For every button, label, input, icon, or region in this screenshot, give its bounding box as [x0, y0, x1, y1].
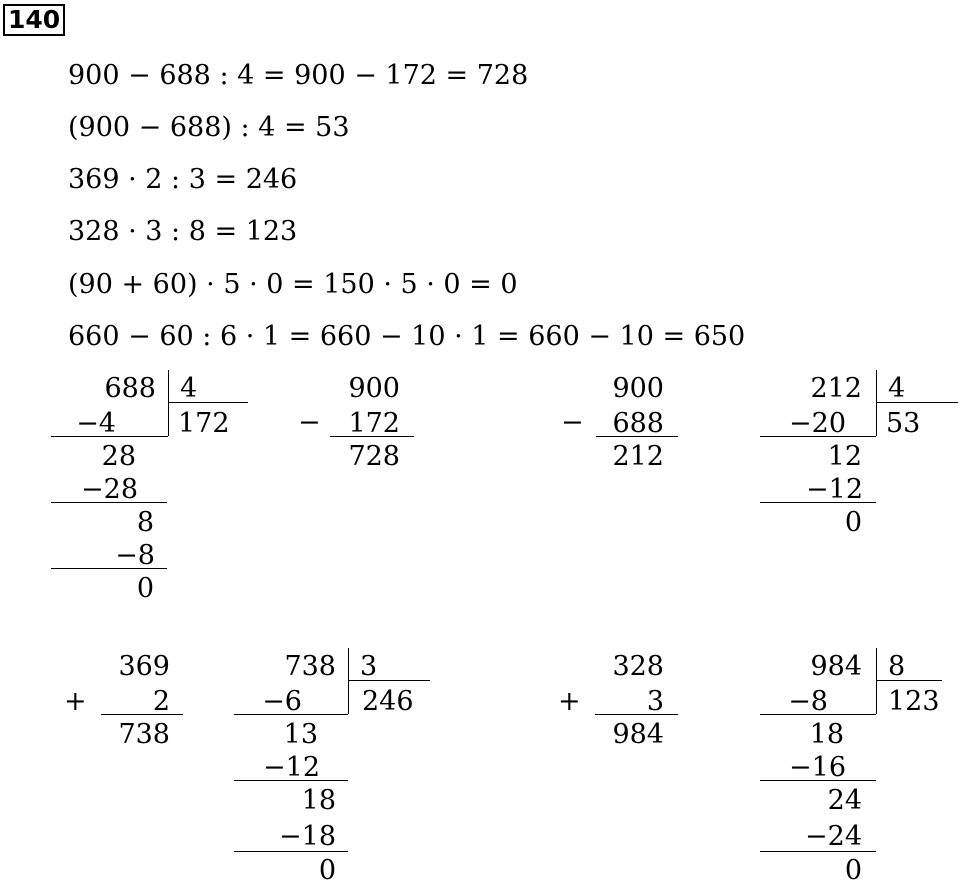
- step-subtract: −12: [806, 474, 863, 505]
- result-line: [595, 714, 678, 715]
- step-remainder: 28: [101, 441, 136, 472]
- result-line: [101, 714, 183, 715]
- step-subtract: −12: [263, 752, 320, 783]
- division-bar-vertical: [876, 370, 877, 436]
- dividend: 984: [810, 651, 862, 682]
- step-remainder: 8: [136, 507, 154, 538]
- divisor: 8: [888, 651, 906, 682]
- step-remainder: 18: [301, 785, 336, 816]
- equation-line: 900 − 688 : 4 = 900 − 172 = 728: [68, 60, 529, 91]
- dividend: 738: [284, 651, 336, 682]
- divisor: 4: [888, 373, 906, 404]
- equation-line: (900 − 688) : 4 = 53: [68, 112, 350, 143]
- dividend: 688: [104, 373, 156, 404]
- minus-sign: −: [561, 407, 584, 438]
- step-subtract: −8: [115, 540, 155, 571]
- addend: 2: [152, 686, 170, 717]
- quotient: 53: [886, 408, 921, 439]
- step-subtract: −8: [788, 686, 828, 717]
- step-line: [234, 851, 348, 852]
- step-remainder: 13: [283, 719, 318, 750]
- step-subtract: −24: [805, 821, 862, 852]
- equation-line: (90 + 60) · 5 · 0 = 150 · 5 · 0 = 0: [68, 269, 518, 300]
- step-subtract: −4: [76, 408, 116, 439]
- divisor: 3: [360, 651, 378, 682]
- dividend: 212: [810, 373, 862, 404]
- addend: 369: [118, 651, 170, 682]
- final-remainder: 0: [136, 573, 154, 604]
- step-line: [760, 436, 876, 437]
- step-remainder: 24: [827, 785, 862, 816]
- quotient: 123: [888, 686, 940, 717]
- plus-sign: +: [64, 686, 87, 717]
- step-subtract: −6: [262, 686, 302, 717]
- step-line: [760, 851, 876, 852]
- division-bar-vertical: [348, 648, 349, 714]
- step-subtract: −28: [81, 474, 138, 505]
- equation-line: 328 · 3 : 8 = 123: [68, 216, 298, 247]
- addend: 328: [612, 651, 664, 682]
- division-bar-horizontal: [168, 402, 248, 403]
- division-bar-vertical: [168, 370, 169, 436]
- step-remainder: 18: [809, 719, 844, 750]
- quotient: 246: [362, 686, 414, 717]
- subtrahend: 688: [612, 408, 664, 439]
- final-remainder: 0: [318, 855, 336, 886]
- step-remainder: 12: [827, 441, 862, 472]
- difference: 212: [612, 441, 664, 472]
- plus-sign: +: [558, 686, 581, 717]
- addend: 3: [646, 686, 664, 717]
- difference: 728: [348, 441, 400, 472]
- division-bar-horizontal: [348, 680, 430, 681]
- sum: 738: [118, 719, 170, 750]
- step-line: [51, 568, 167, 569]
- final-remainder: 0: [844, 855, 862, 886]
- step-line: [234, 714, 348, 715]
- step-line: [234, 780, 348, 781]
- subtrahend: 172: [348, 408, 400, 439]
- divisor: 4: [180, 373, 198, 404]
- step-line: [51, 436, 168, 437]
- step-line: [51, 502, 167, 503]
- minuend: 900: [348, 373, 400, 404]
- division-bar-horizontal: [876, 680, 942, 681]
- step-subtract: −20: [789, 408, 846, 439]
- division-bar-vertical: [876, 648, 877, 714]
- final-remainder: 0: [844, 507, 862, 538]
- result-line: [596, 436, 678, 437]
- equation-line: 660 − 60 : 6 · 1 = 660 − 10 · 1 = 660 − 10 = 650: [68, 321, 746, 352]
- step-line: [760, 502, 876, 503]
- result-line: [330, 436, 414, 437]
- minuend: 900: [612, 373, 664, 404]
- step-line: [760, 714, 876, 715]
- sum: 984: [612, 719, 664, 750]
- quotient: 172: [178, 408, 230, 439]
- division-bar-horizontal: [876, 402, 958, 403]
- equation-line: 369 · 2 : 3 = 246: [68, 164, 298, 195]
- task-number-badge: 140: [3, 4, 65, 36]
- step-subtract: −16: [789, 752, 846, 783]
- minus-sign: −: [298, 407, 321, 438]
- step-subtract: −18: [279, 821, 336, 852]
- step-line: [760, 780, 876, 781]
